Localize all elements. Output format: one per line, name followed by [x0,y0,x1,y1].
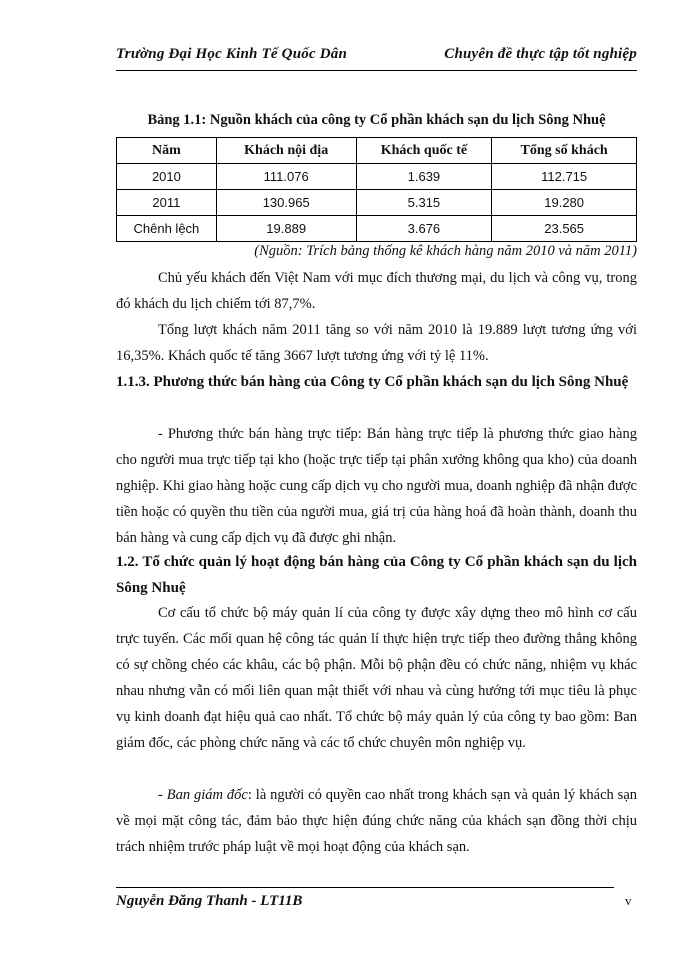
table-row [117,216,637,242]
header-divider [116,70,637,71]
paragraph-customer-purpose: Chủ yếu khách đến Việt Nam với mục đích thương mại, du lịch và công vụ, trong đó khách du lịch chiếm tới 87,7%. [116,270,637,312]
cell-international: 5.315 [356,190,492,216]
board-of-directors-label: - Ban giám đốc [158,787,248,803]
table-row [117,190,637,216]
cell-year: 2010 [117,164,217,190]
header-document-type: Chuyên đề thực tập tốt nghiệp [444,46,637,62]
cell-domestic: 111.076 [216,164,356,190]
paragraph-org-structure: Cơ cấu tổ chức bộ máy quản lí của công ty được xây dựng theo mô hình cơ cấu trực tuyến. Các mối quan hệ công tác quản lí thực hiện trực tiếp theo đường thẳng không có sự chồng chéo các khâu, các bộ phận. Mỗi bộ phận đều có chức năng, nhiệm vụ khác nhau nhưng vẫn có mối liên quan mật thiết với nhau và cùng hướng tới mục tiêu là phục vụ kinh doanh đạt hiệu quả cao nhất. Tổ chức bộ máy quản lý của công ty bao gồm: Ban giám đốc, các phòng chức năng và các tổ chức chuyên môn nghiệp vụ. [116,605,637,751]
table-header-row [117,138,637,164]
page-number: v [625,893,632,908]
board-of-directors-text: : là người có quyền cao nhất trong khách sạn và quản lý khách sạn về mọi mặt công tác, đảm bảo thực hiện đúng chức năng của khách sạn đồng thời chịu trách nhiệm trước pháp luật về mọi hoạt động của khách sạn. [116,787,637,855]
column-header-international: Khách quốc tế [356,138,492,164]
column-header-domestic: Khách nội địa [216,138,356,164]
cell-international: 1.639 [356,164,492,190]
column-header-year: Năm [117,138,217,164]
table-caption: Bảng 1.1: Nguồn khách của công ty Cổ phần khách sạn du lịch Sông Nhuệ [147,112,606,128]
paragraph-direct-sales: - Phương thức bán hàng trực tiếp: Bán hàng trực tiếp là phương thức giao hàng cho người mua trực tiếp tại kho (hoặc trực tiếp tại phân xưởng không qua kho) của doanh nghiệp. Khi giao hàng hoặc cung cấp dịch vụ cho người mua, doanh nghiệp đã nhận được tiền hoặc có quyền thu tiền của người mua, giá trị của hàng hoá đã hoàn thành, doanh thu bán hàng và cung cấp dịch vụ đã được ghi nhận. [116,426,637,546]
cell-total: 112.715 [492,164,637,190]
paragraph-board-of-directors [116,782,637,860]
paragraph-customer-growth: Tổng lượt khách năm 2011 tăng so với năm 2010 là 19.889 lượt tương ứng với 16,35%. Khách quốc tế tăng 3667 lượt tương ứng với tỷ lệ 11%. [116,322,637,364]
cell-year: Chênh lệch [117,216,217,242]
table-row [117,164,637,190]
footer-divider [116,887,614,888]
cell-total: 23.565 [492,216,637,242]
cell-total: 19.280 [492,190,637,216]
section-heading-1-2: 1.2. Tổ chức quản lý hoạt động bán hàng của Công ty Cổ phần khách sạn du lịch Sông Nhuệ [116,554,637,596]
table-source-note: (Nguồn: Trích bảng thống kê khách hàng năm 2010 và năm 2011) [254,243,637,259]
cell-domestic: 130.965 [216,190,356,216]
section-heading-1-1-3: 1.1.3. Phương thức bán hàng của Công ty Cổ phần khách sạn du lịch Sông Nhuệ [116,374,629,390]
cell-domestic: 19.889 [216,216,356,242]
customer-source-table [116,137,637,242]
page-header [116,46,637,76]
column-header-total: Tổng số khách [492,138,637,164]
footer-author: Nguyễn Đăng Thanh - LT11B [116,893,303,909]
cell-international: 3.676 [356,216,492,242]
cell-year: 2011 [117,190,217,216]
header-university: Trường Đại Học Kinh Tế Quốc Dân [116,46,348,62]
